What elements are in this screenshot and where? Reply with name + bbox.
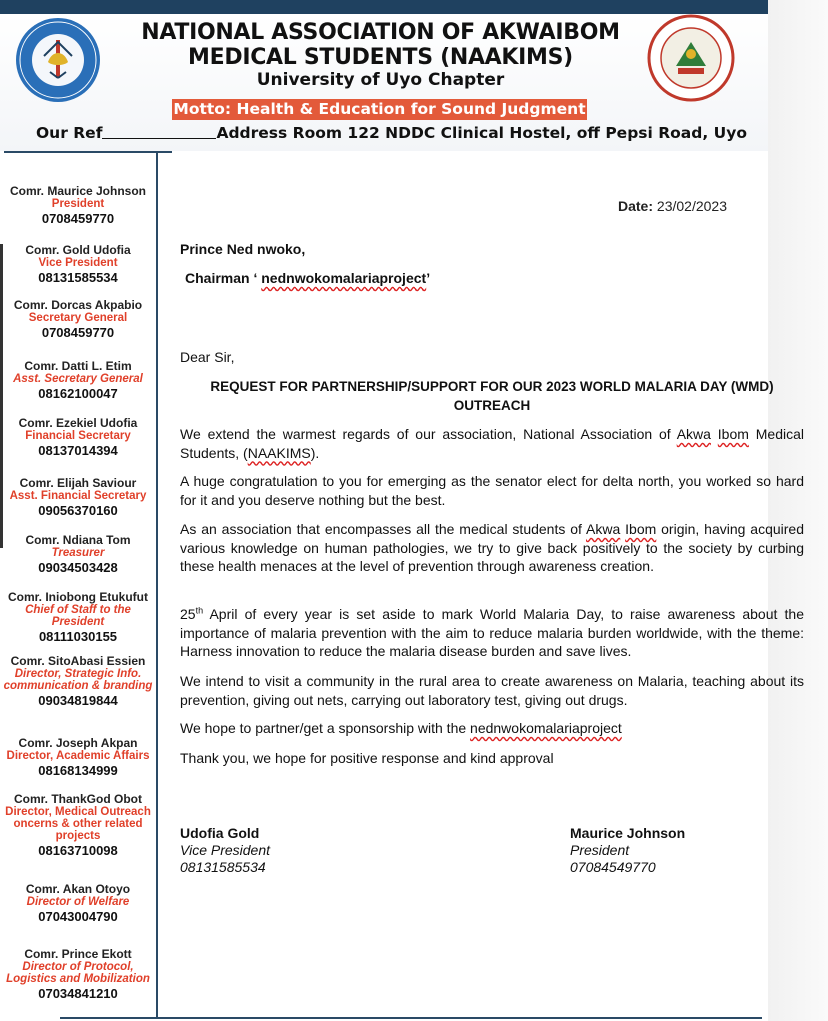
officer-phone: 07043004790	[38, 909, 118, 924]
officer-phone: 08162100047	[38, 386, 118, 401]
officer-entry	[0, 534, 156, 575]
officer-role: Asst. Financial Secretary	[9, 490, 147, 502]
p4-text: April of every year is set aside to mark World Malaria Day, to raise awareness about the importance of malaria prevention with the aim to reduce malaria burden worldwide, with the theme: Harness innovation to reduce the malaria disease burden and save lives.	[180, 606, 804, 659]
officer-entry	[0, 591, 156, 644]
signature-block-vice-president	[180, 825, 270, 876]
officer-phone: 08163710098	[38, 843, 118, 858]
officer-name: Comr. SitoAbasi Essien	[10, 654, 146, 668]
officer-phone: 09034503428	[38, 560, 118, 575]
signatory-name: Maurice Johnson	[570, 825, 686, 841]
officer-role: Director, Academic Affairs	[6, 750, 150, 762]
signatory-phone: 07084549770	[570, 859, 656, 875]
reference-address-line	[36, 124, 747, 142]
recipient-project-name: nednwokomalariaproject	[261, 270, 427, 286]
signatory-title: President	[570, 842, 630, 858]
address: Address Room 122 NDDC Clinical Hostel, off Pepsi Road, Uyo	[216, 124, 747, 142]
paragraph-2: A huge congratulation to you for emerging as the senator elect for delta north, you worked so hard for it and you deserve nothing but the best.	[180, 473, 804, 508]
p3-akwa: Akwa	[586, 521, 621, 537]
paragraph-4	[180, 605, 804, 661]
officer-role: Director, Medical Outreach	[5, 806, 151, 818]
officer-role: Director, Strategic Info.	[14, 668, 142, 680]
officer-role: Asst. Secretary General	[13, 373, 143, 385]
officer-phone: 09034819844	[38, 693, 118, 708]
officer-role: Financial Secretary	[25, 430, 131, 442]
officer-entry	[0, 477, 156, 518]
officer-role: Chief of Staff to the President	[25, 604, 131, 628]
officer-entry	[0, 360, 156, 401]
p4-day: 25	[180, 606, 196, 622]
officer-entry	[0, 948, 156, 1001]
officer-phone: 0708459770	[41, 325, 115, 340]
paragraph-1	[180, 425, 804, 462]
recipient-title-suffix: ’	[426, 270, 431, 286]
recipient-name: Prince Ned nwoko,	[180, 241, 306, 257]
p3-text-a: As an association that encompasses all the medical students of	[180, 521, 587, 537]
officer-role: Director of Protocol,	[22, 961, 134, 973]
officer-name: Comr. ThankGod Obot	[14, 792, 142, 806]
date-label: Date:	[618, 198, 654, 214]
officer-entry	[0, 793, 156, 858]
officer-phone: 07034841210	[38, 986, 118, 1001]
signatory-title: Vice President	[180, 842, 271, 858]
p3-text-b: origin, having acquired various knowledge on human pathologies, we try to give back positively to the society by curbing these health menaces at the level of prevention through awareness creation.	[180, 521, 804, 574]
paragraph-3	[180, 520, 804, 576]
chapter-name: University of Uyo Chapter	[256, 70, 505, 90]
officer-name: Comr. Dorcas Akpabio	[13, 298, 143, 312]
motto-banner: Motto: Health & Education for Sound Judgment	[173, 100, 586, 118]
p1-naakims: NAAKIMS	[247, 444, 311, 461]
paragraph-6	[180, 719, 804, 738]
university-of-uyo-logo	[646, 14, 736, 102]
salutation: Dear Sir,	[180, 349, 235, 365]
paragraph-5: We intend to visit a community in the rural area to create awareness on Malaria, teaching about its prevention, giving out nets, carrying out laboratory test, giving out drugs.	[180, 673, 804, 708]
signatory-phone: 08131585534	[180, 859, 266, 875]
officer-phone: 09056370160	[38, 503, 118, 518]
paragraph-7: Thank you, we hope for positive response and kind approval	[180, 750, 554, 766]
officer-role: Vice President	[38, 257, 118, 269]
footer-divider	[60, 1017, 762, 1019]
officer-entry	[0, 299, 156, 340]
officer-name: Comr. Gold Udofia	[25, 243, 131, 257]
officer-name: Comr. Iniobong Etukufut	[8, 590, 148, 604]
p6-project-name: nednwokomalariaproject	[470, 720, 622, 736]
our-ref-label: Our Ref	[36, 124, 103, 142]
officer-entry	[0, 244, 156, 285]
officer-entry	[0, 883, 156, 924]
top-bar	[0, 0, 768, 14]
officer-phone: 08111030155	[38, 629, 118, 644]
officer-entry	[0, 737, 156, 778]
our-ref-blank	[102, 124, 216, 139]
officer-phone: 08137014394	[38, 443, 118, 458]
officer-role: President	[51, 198, 105, 210]
p6-text: We hope to partner/get a sponsorship with the	[180, 720, 471, 736]
officer-name: Comr. Ndiana Tom	[25, 533, 131, 547]
officer-name: Comr. Datti L. Etim	[24, 359, 132, 373]
officer-role: Treasurer	[51, 547, 105, 559]
recipient-title-prefix: Chairman ‘	[185, 270, 262, 286]
officer-name: Comr. Joseph Akpan	[18, 736, 138, 750]
officer-role-line-2: communication & branding	[3, 680, 153, 692]
org-name-line-2: MEDICAL STUDENTS (NAAKIMS)	[188, 45, 573, 70]
officer-role-line-2: oncerns & other related projects	[13, 818, 143, 842]
letter-date	[618, 198, 727, 214]
officer-phone: 08168134999	[38, 763, 118, 778]
naakims-logo	[14, 16, 102, 104]
p1-text-a: We extend the warmest regards of our association, National Association of	[180, 426, 677, 442]
officer-name: Comr. Ezekiel Udofia	[18, 416, 138, 430]
officer-phone: 08131585534	[38, 270, 118, 285]
page-margin-shadow	[768, 0, 828, 1021]
org-name-line-1: NATIONAL ASSOCIATION OF AKWAIBOM	[141, 20, 620, 45]
p1-ibom: Ibom	[717, 426, 749, 442]
officer-name: Comr. Elijah Saviour	[19, 476, 137, 490]
letter-subject: REQUEST FOR PARTNERSHIP/SUPPORT FOR OUR 2023 WORLD MALARIA DAY (WMD) OUTREACH	[210, 379, 774, 413]
date-value: 23/02/2023	[656, 198, 727, 214]
officer-role-line-2: Logistics and Mobilization	[6, 973, 150, 985]
p1-text-b: Medical Students, (	[180, 426, 804, 461]
officer-name: Comr. Prince Ekott	[24, 947, 132, 961]
recipient-title	[185, 270, 430, 286]
p1-akwa: Akwa	[676, 426, 711, 442]
officer-role: Secretary General	[28, 312, 128, 324]
officer-role: Director of Welfare	[26, 896, 130, 908]
officer-entry	[0, 655, 156, 708]
signature-block-president	[570, 825, 685, 876]
sidebar-divider	[156, 152, 158, 1018]
p3-ibom: Ibom	[625, 521, 657, 537]
officer-entry	[0, 417, 156, 458]
officer-name: Comr. Akan Otoyo	[25, 882, 131, 896]
officer-name: Comr. Maurice Johnson	[9, 184, 147, 198]
p1-text-c: ).	[310, 444, 320, 461]
p4-ordinal: th	[195, 605, 204, 616]
officer-entry	[0, 185, 156, 226]
signatory-name: Udofia Gold	[180, 825, 260, 841]
header-divider	[4, 151, 172, 153]
officer-phone: 0708459770	[41, 211, 115, 226]
